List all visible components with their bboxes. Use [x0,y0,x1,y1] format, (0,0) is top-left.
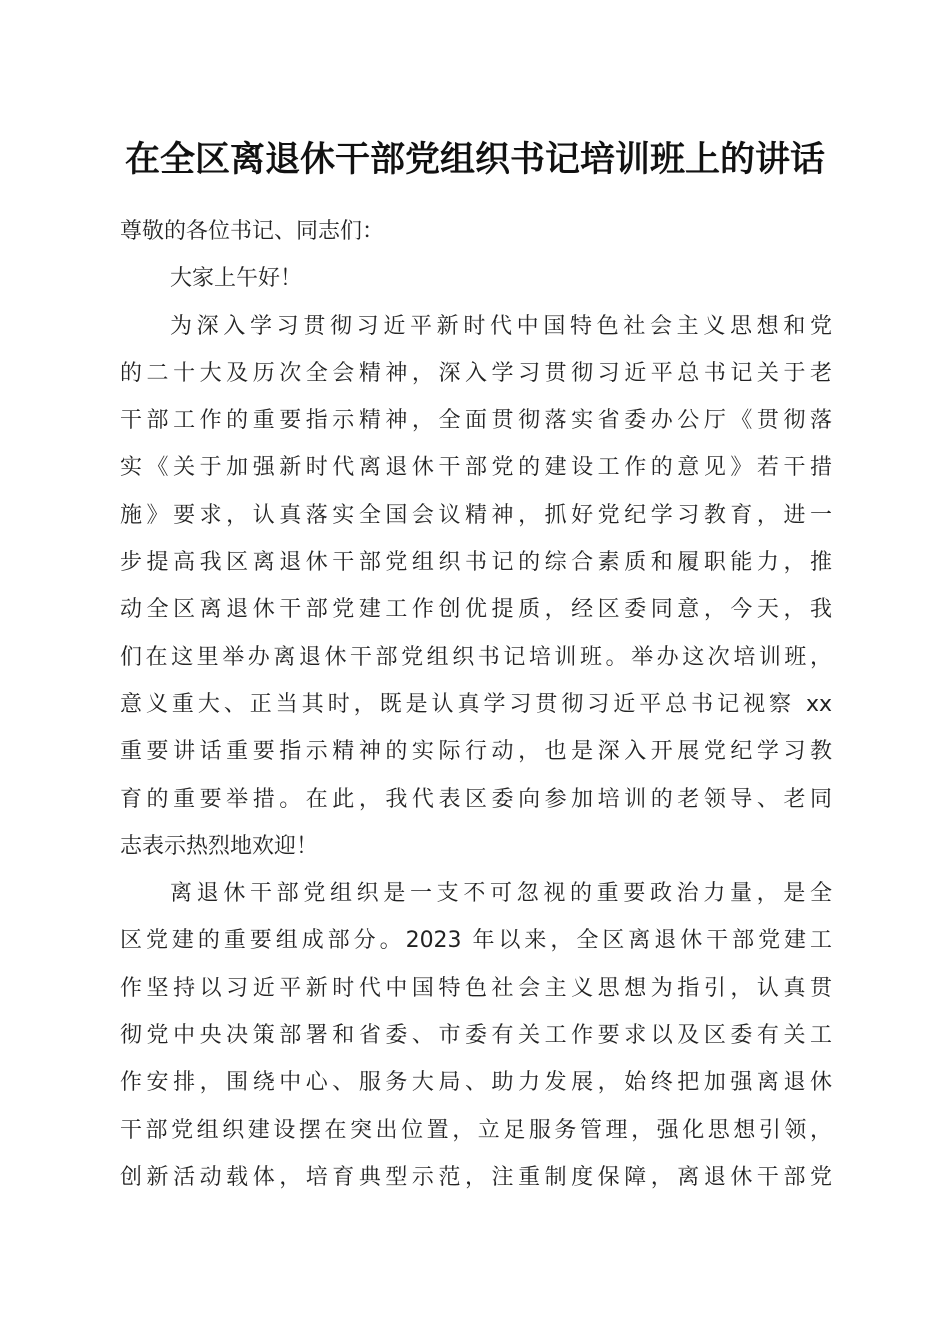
paragraph-2 [120,870,832,1201]
paragraph-line: 区党建的重要组成部分。2023 年以来，全区离退休干部党建工 [120,928,832,954]
paragraph-line: 育的重要举措。在此，我代表区委向参加培训的老领导、老同 [120,786,832,812]
paragraph-line: 们在这里举办离退休干部党组织书记培训班。举办这次培训班， [120,644,832,670]
paragraph-line: 动全区离退休干部党建工作创优提质，经区委同意，今天，我 [120,597,832,623]
paragraph-line: 志表示热烈地欢迎！ [120,833,319,859]
paragraph-line: 作坚持以习近平新时代中国特色社会主义思想为指引，认真贯 [120,975,832,1001]
paragraph-1 [120,303,832,871]
paragraph-line: 干部工作的重要指示精神，全面贯彻落实省委办公厅《贯彻落 [120,408,832,434]
paragraph-line: 干部党组织建设摆在突出位置，立足服务管理，强化思想引领， [120,1117,832,1143]
paragraph-line: 施》要求，认真落实全国会议精神，抓好党纪学习教育，进一 [120,502,832,528]
paragraph-line: 实《关于加强新时代离退休干部党的建设工作的意见》若干措 [120,455,832,481]
salutation: 尊敬的各位书记、同志们： [120,219,385,244]
paragraph-line: 创新活动载体，培育典型示范，注重制度保障，离退休干部党 [120,1164,832,1190]
paragraph-line: 离退休干部党组织是一支不可忽视的重要政治力量，是全 [170,881,832,907]
paragraph-line: 意义重大、正当其时，既是认真学习贯彻习近平总书记视察 xx [120,691,832,717]
paragraph-line: 重要讲话重要指示精神的实际行动，也是深入开展党纪学习教 [120,739,832,765]
document-title: 在全区离退休干部党组织书记培训班上的讲话 [124,139,825,180]
greeting: 大家上午好！ [170,266,303,292]
paragraph-line: 作安排，围绕中心、服务大局、助力发展，始终把加强离退休 [120,1070,832,1096]
paragraph-line: 的二十大及历次全会精神，深入学习贯彻习近平总书记关于老 [120,360,832,386]
paragraph-line: 步提高我区离退休干部党组织书记的综合素质和履职能力，推 [120,550,832,576]
document-body [120,208,832,1201]
paragraph-line: 彻党中央决策部署和省委、市委有关工作要求以及区委有关工 [120,1023,832,1049]
paragraph-line: 为深入学习贯彻习近平新时代中国特色社会主义思想和党 [170,313,832,339]
